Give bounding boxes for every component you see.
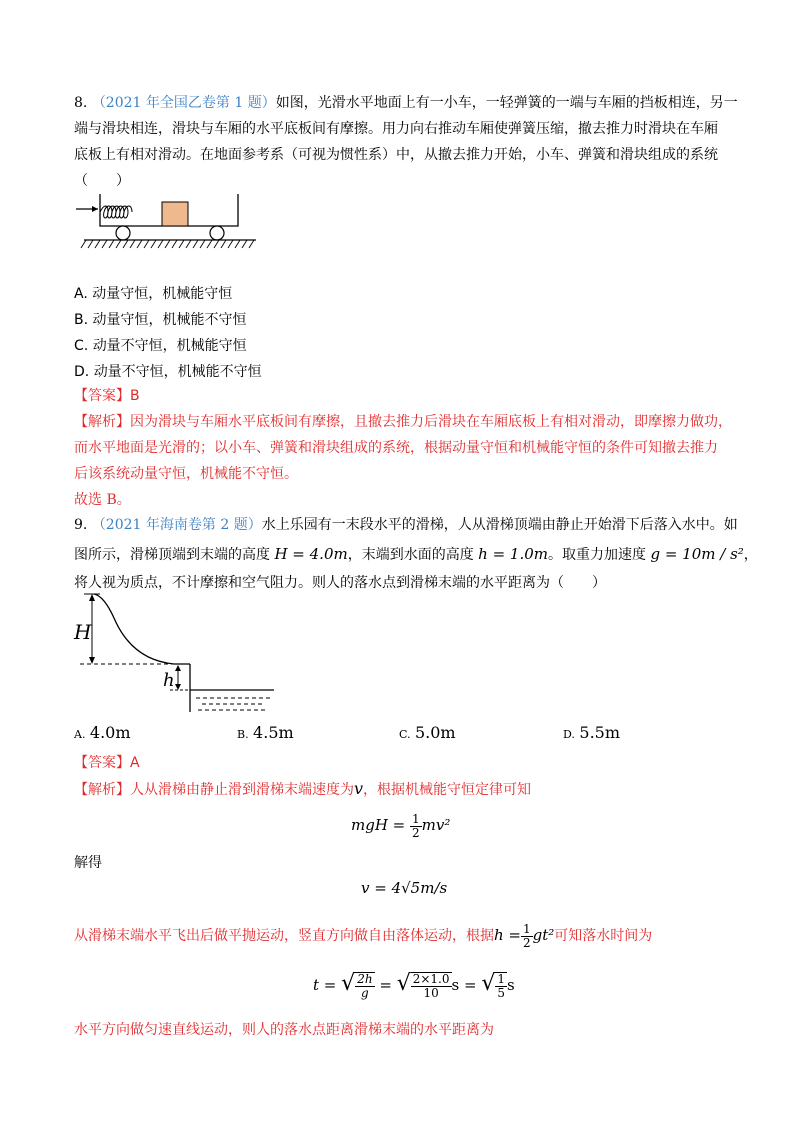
- q8-option-c: [74, 335, 247, 355]
- q9-answer-value: A: [130, 755, 140, 771]
- q9-eq3-r1-num: 2h: [357, 972, 373, 986]
- q9-eq-h-fraction: [521, 923, 533, 950]
- q9-stem-line-2: [74, 544, 758, 565]
- q9-stem-line-3: 将人视为质点，不计摩擦和空气阻力。则人的落水点到滑梯末端的水平距离为（ ）: [74, 575, 606, 591]
- q8-conclusion: 故选 B。: [74, 492, 131, 508]
- q9-eq3-root-2-icon: √: [396, 971, 411, 996]
- q9-option-c: [399, 723, 456, 742]
- q9-v-symbol: v: [354, 779, 364, 798]
- q9-analysis-text-1a: 人从滑梯由静止滑到滑梯末端速度为: [130, 782, 354, 798]
- q9-option-b-text: 4.5m: [253, 723, 294, 742]
- q8-option-d: [74, 361, 262, 381]
- q8-analysis-line-2: 而水平地面是光滑的；以小车、弹簧和滑块组成的系统，根据动量守恒和机械能守恒的条件可知撤去推力: [74, 440, 718, 456]
- q8-option-c-letter: C.: [74, 338, 89, 354]
- q9-equation-time: [313, 964, 515, 1005]
- q9-eq3-root-3-icon: √: [481, 971, 496, 996]
- q8-stem-line-4: （ ）: [74, 173, 130, 189]
- q9-eq1-right: mv²: [421, 816, 451, 834]
- q9-answer-tag: 【答案】: [74, 755, 130, 771]
- q9-analysis-tag: 【解析】: [74, 782, 130, 798]
- q9-analysis-text-2b: 可知落水时间为: [554, 928, 653, 944]
- q8-option-d-text: 动量不守恒，机械能不守恒: [93, 364, 262, 380]
- q9-analysis-line-3: 水平方向做匀速直线运动，则人的落水点距离滑梯末端的水平距离为: [74, 1022, 494, 1038]
- q9-h-value: h = 1.0m: [478, 545, 549, 563]
- q9-option-b-letter: B.: [237, 728, 249, 741]
- q9-equation-velocity: v = 4√5m/s: [361, 879, 448, 897]
- q9-eq3-fraction-2: [411, 972, 452, 1000]
- q9-eq-h-den: 2: [523, 935, 531, 950]
- q9-eq3-t: t =: [313, 976, 337, 994]
- q9-number: 9.: [74, 517, 88, 533]
- q8-stem-line-1: [74, 93, 738, 113]
- q9-option-a: [74, 723, 131, 742]
- q9-stem-text-2d: ，: [743, 547, 758, 563]
- q8-option-d-letter: D.: [74, 364, 90, 380]
- q9-eq3-root-1-icon: √: [341, 971, 356, 996]
- q9-option-d-text: 5.5m: [579, 723, 621, 742]
- q8-answer-tag: 【答案】: [74, 388, 130, 404]
- q9-figure-h-label: h: [163, 670, 175, 691]
- q8-analysis-line-1: [74, 412, 732, 432]
- q8-analysis-line-3: 后该系统动量守恒，机械能不守恒。: [74, 466, 298, 482]
- q8-option-a: [74, 283, 232, 303]
- q9-eq3-fraction-1: [355, 972, 374, 1000]
- q8-analysis-tag: 【解析】: [74, 414, 130, 430]
- q9-eq3-equals: =: [379, 976, 392, 994]
- q8-number: 8.: [74, 95, 88, 111]
- q9-analysis-text-2a: 从滑梯末端水平飞出后做平抛运动，竖直方向做自由落体运动，根据: [74, 928, 494, 944]
- q9-stem-text-2c: 。取重力加速度: [548, 547, 647, 563]
- q8-option-b: [74, 309, 247, 329]
- q8-option-b-text: 动量守恒，机械能不守恒: [92, 312, 247, 328]
- q9-slide-diagram: [74, 590, 284, 718]
- q9-eq1-left: mgH =: [351, 816, 406, 834]
- q8-option-c-text: 动量不守恒，机械能守恒: [92, 338, 247, 354]
- q8-option-a-text: 动量守恒，机械能守恒: [92, 286, 233, 302]
- q9-solve-label: 解得: [74, 855, 102, 871]
- q9-eq-h-right: gt²: [532, 926, 555, 944]
- q9-eq3-s-unit: s: [507, 976, 515, 994]
- q8-answer-value: B: [130, 388, 140, 404]
- q9-analysis-line-2: [74, 921, 652, 950]
- q9-option-d: [563, 723, 620, 742]
- q9-eq3-r1-den: g: [361, 986, 369, 1000]
- q9-option-d-letter: D.: [563, 728, 575, 741]
- q8-stem-line-3: 底板上有相对滑动。在地面参考系（可视为惯性系）中，从撤去推力开始，小车、弹簧和滑块组成的系统: [74, 147, 718, 163]
- q9-analysis-text-1b: ，根据机械能守恒定律可知: [363, 782, 532, 798]
- q8-source: （2021 年全国乙卷第 1 题）: [91, 95, 276, 111]
- q9-equation-energy: [351, 810, 450, 840]
- q8-answer: [74, 386, 140, 406]
- q9-answer: [74, 753, 140, 773]
- q9-eq-h-left: h =: [494, 926, 521, 944]
- q9-eq1-num: 1: [412, 811, 420, 826]
- q9-option-a-text: 4.0m: [89, 723, 131, 742]
- q9-eq1-fraction: [410, 813, 422, 840]
- q9-eq1-den: 2: [412, 825, 420, 840]
- q8-stem-text-1: 如图，光滑水平地面上有一小车，一轻弹簧的一端与车厢的挡板相连，另一: [275, 95, 738, 111]
- q9-option-c-letter: C.: [399, 728, 411, 741]
- q9-stem-line-1: [74, 515, 738, 535]
- q9-analysis-line-1: [74, 779, 531, 800]
- q9-option-b: [237, 723, 294, 742]
- q9-figure-H-label: H: [74, 620, 92, 644]
- q9-option-a-letter: A.: [74, 728, 86, 741]
- q9-eq3-r3-den: 5: [497, 986, 506, 1000]
- q9-g-value: g = 10m / s²: [650, 545, 744, 563]
- q9-stem-text-2a: 图所示，滑梯顶端到末端的高度: [74, 547, 270, 563]
- q8-stem-line-2: 端与滑块相连，滑块与车厢的水平底板间有摩擦。用力向右推动车厢使弹簧压缩，撤去推力时滑块在车厢: [74, 121, 718, 137]
- q9-eq3-fraction-3: [495, 972, 507, 1000]
- q8-cart-diagram: [74, 192, 264, 252]
- q8-analysis-text-1: 因为滑块与车厢水平底板间有摩擦，且撤去推力后滑块在车厢底板上有相对滑动，即摩擦力做功，: [130, 414, 732, 430]
- q9-eq-h-num: 1: [523, 921, 531, 936]
- q9-eq3-s-equals: s =: [451, 976, 477, 994]
- q9-option-c-text: 5.0m: [414, 723, 456, 742]
- q8-option-b-letter: B.: [74, 312, 89, 328]
- q9-stem-text-2b: ，末端到水面的高度: [347, 547, 474, 563]
- q9-source: （2021 年海南卷第 2 题）: [91, 517, 262, 533]
- q9-eq3-r2-den: 10: [423, 986, 439, 1000]
- q9-H-value: H = 4.0m: [274, 545, 348, 563]
- q9-eq3-r3-num: 1: [497, 972, 506, 986]
- q9-eq3-r2-num: 2×1.0: [412, 972, 450, 986]
- q9-stem-text-1: 水上乐园有一末段水平的滑梯，人从滑梯顶端由静止开始滑下后落入水中。如: [261, 517, 738, 533]
- q8-option-a-letter: A.: [74, 286, 88, 302]
